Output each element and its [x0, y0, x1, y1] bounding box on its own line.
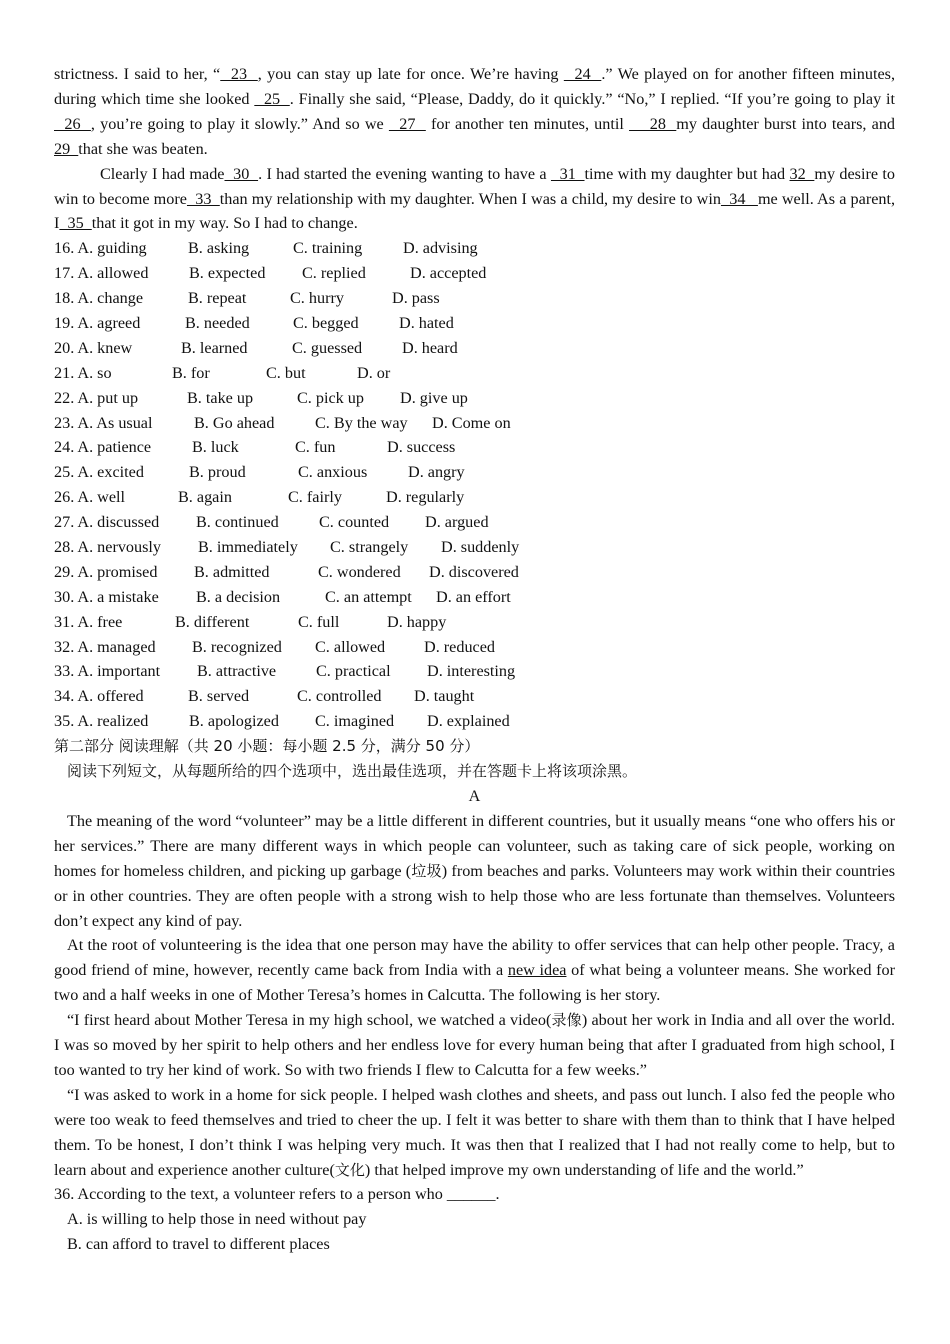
- option-d: D. hated: [399, 314, 454, 333]
- text: my desire to win to become more: [54, 164, 895, 208]
- text: The meaning of the word “volunteer” may be a little different in different countries, but it usually means “one who offers his or her services.” There are many different ways in which people can volunteer, such as taking care of sick people, working on homes for homeless children, and picking up garbage (: [54, 811, 895, 880]
- blank-31: 31: [550, 164, 585, 183]
- option-b: B. luck: [192, 438, 239, 457]
- option-b: B. take up: [187, 388, 254, 407]
- option-c: C. guessed: [292, 338, 363, 357]
- option-d: D. Come on: [432, 413, 511, 432]
- option-a: 30. A. a mistake: [54, 587, 159, 606]
- chinese-gloss: 录像: [551, 1011, 582, 1030]
- text: ) from beaches and parks. Volunteers may work within their countries or in other countries. They are often people with a strong wish to help those who are less fortunate than themselves. Volunteers don’t expect any kind of pay.: [54, 861, 895, 930]
- text: ) that helped improve my own understanding of life and the world.”: [364, 1160, 804, 1179]
- option-row: [54, 435, 895, 460]
- blank-32: 32: [789, 164, 815, 183]
- blank-24: 24: [563, 65, 602, 83]
- option-row: [54, 411, 895, 436]
- chinese-gloss: 垃圾: [411, 861, 442, 880]
- option-b: B. proud: [189, 463, 246, 482]
- option-c: C. fun: [295, 438, 336, 457]
- option-row: [54, 560, 895, 585]
- option-b: B. served: [188, 687, 250, 706]
- option-c: C. counted: [319, 513, 390, 532]
- option-d: D. suddenly: [441, 538, 520, 557]
- option-a: 26. A. well: [54, 488, 126, 507]
- option-d: D. success: [387, 438, 456, 457]
- passage-a-paragraph-2: [54, 933, 895, 1008]
- option-a: 25. A. excited: [54, 463, 144, 482]
- option-a: 19. A. agreed: [54, 314, 141, 333]
- option-row: [54, 286, 895, 311]
- option-a: 34. A. offered: [54, 687, 144, 706]
- blank-33: 33: [186, 189, 220, 208]
- option-d: D. give up: [400, 388, 468, 407]
- text: , you’re going to play it slowly.” And so we: [90, 114, 389, 133]
- option-d: D. an effort: [436, 587, 511, 606]
- text: Clearly I had made: [100, 164, 225, 183]
- option-row: [54, 361, 895, 386]
- blank-35: 35: [59, 214, 92, 233]
- option-b: B. asking: [188, 239, 250, 258]
- option-c: C. an attempt: [325, 587, 412, 606]
- option-row: [54, 510, 895, 535]
- option-b: B. Go ahead: [194, 413, 275, 432]
- option-c: C. imagined: [315, 712, 395, 731]
- option-a: 17. A. allowed: [54, 264, 149, 283]
- text: that it got in my way. So I had to change.: [91, 214, 358, 233]
- option-c: C. practical: [316, 662, 391, 681]
- option-a: 20. A. knew: [54, 338, 133, 357]
- cloze-paragraph-1: [54, 62, 895, 162]
- option-c: C. fairly: [288, 488, 342, 507]
- blank-23: 23: [220, 65, 258, 83]
- option-d: D. or: [357, 363, 391, 382]
- text: , you can stay up late for once. We’re having: [257, 65, 564, 83]
- option-b: B. admitted: [194, 562, 270, 581]
- option-a: 33. A. important: [54, 662, 161, 681]
- text: time with my daughter but had: [584, 164, 790, 183]
- option-a: 31. A. free: [54, 612, 123, 631]
- option-row: [54, 311, 895, 336]
- option-d: D. accepted: [410, 264, 487, 283]
- blank-27: 27: [388, 114, 426, 133]
- option-d: D. discovered: [429, 562, 519, 581]
- passage-a-paragraph-4: [54, 1083, 895, 1183]
- option-c: C. controlled: [297, 687, 382, 706]
- option-row: [54, 336, 895, 361]
- text: that she was beaten.: [78, 139, 208, 158]
- option-row: [54, 485, 895, 510]
- blank-26: 26: [54, 114, 91, 133]
- option-c: C. allowed: [315, 637, 386, 656]
- option-a: 16. A. guiding: [54, 239, 147, 258]
- text: . Finally she said, “Please, Daddy, do it quickly.” “No,” I replied. “If you’re going to play it: [289, 89, 896, 108]
- text: At the root of volunteering is the idea that one person may have the ability to offer services that can help other people. Tracy, a good friend of mine, however, recently came back from India with a: [54, 936, 895, 980]
- option-b: B. different: [175, 612, 250, 631]
- option-row: [54, 709, 895, 734]
- option-b: B. repeat: [188, 289, 247, 308]
- option-d: D. pass: [392, 289, 440, 308]
- option-b: B. continued: [196, 513, 279, 532]
- blank-25: 25: [254, 89, 290, 108]
- option-d: D. interesting: [427, 662, 516, 681]
- option-b: B. immediately: [198, 538, 298, 557]
- passage-a-paragraph-1: [54, 809, 895, 934]
- option-b: B. apologized: [189, 712, 279, 731]
- option-a: 29. A. promised: [54, 562, 158, 581]
- underlined-phrase: new idea: [507, 961, 567, 980]
- text: “I was asked to work in a home for sick people. I helped wash clothes and sheets, and pass out lunch. I also fed the people who were too weak to feed themselves and tried to cheer the up. I felt it was better to share with them than to think that I have helped them. To be honest, I don’t think I was helping very much. It was then that I realized that I had not really come to help, but to learn about and experience another culture(: [54, 1085, 895, 1179]
- option-a: 27. A. discussed: [54, 513, 160, 532]
- option-a: 24. A. patience: [54, 438, 152, 457]
- question-36-option-a: A. is willing to help those in need without pay: [67, 1210, 367, 1229]
- cloze-options-list: [54, 236, 895, 734]
- option-a: 23. A. As usual: [54, 413, 153, 432]
- option-d: D. argued: [425, 513, 489, 532]
- exam-page: [54, 62, 895, 1257]
- option-row: [54, 236, 895, 261]
- option-c: C. begged: [293, 314, 359, 333]
- option-row: [54, 460, 895, 485]
- option-b: B. a decision: [196, 587, 281, 606]
- option-row: [54, 386, 895, 411]
- option-c: C. pick up: [297, 388, 364, 407]
- option-d: D. regularly: [386, 488, 465, 507]
- option-row: [54, 261, 895, 286]
- text: ) about her work in India and all over the world. I was so moved by her spirit to help others and her endless love for every human being that after I graduated from high school, I too wanted to try her kind of work. So with two friends I flew to Calcutta for a few weeks.”: [54, 1011, 895, 1079]
- text: .” We played on for another fifteen minutes, during which time she looked: [54, 65, 896, 108]
- text: strictness. I said to her, “: [54, 65, 221, 83]
- option-d: D. taught: [414, 687, 475, 706]
- blank-29: 29: [54, 139, 79, 158]
- blank-28: 28: [629, 114, 677, 133]
- text: “I first heard about Mother Teresa in my high school, we watched a video(: [67, 1011, 552, 1030]
- option-a: 21. A. so: [54, 363, 112, 382]
- option-d: D. heard: [402, 338, 458, 357]
- option-row: [54, 535, 895, 560]
- text: my daughter burst into tears, and: [676, 114, 896, 133]
- option-b: B. learned: [181, 338, 248, 357]
- passage-label: A: [468, 786, 481, 805]
- option-a: 18. A. change: [54, 289, 144, 308]
- cloze-paragraph-2: [54, 162, 895, 237]
- option-d: D. advising: [403, 239, 478, 258]
- section-2-heading: 第二部分 阅读理解（共 20 小题：每小题 2.5 分，满分 50 分）: [54, 737, 480, 756]
- chinese-gloss: 文化: [334, 1160, 365, 1179]
- option-c: C. anxious: [298, 463, 368, 482]
- option-c: C. hurry: [290, 289, 344, 308]
- option-b: B. for: [172, 363, 210, 382]
- option-b: B. expected: [189, 264, 266, 283]
- question-36-option-b: B. can afford to travel to different places: [67, 1235, 330, 1254]
- option-d: D. angry: [408, 463, 465, 482]
- option-b: B. attractive: [197, 662, 277, 681]
- option-b: B. recognized: [192, 637, 282, 656]
- option-a: 28. A. nervously: [54, 538, 162, 557]
- option-row: [54, 585, 895, 610]
- option-a: 22. A. put up: [54, 388, 139, 407]
- option-c: C. but: [266, 363, 306, 382]
- option-c: C. By the way: [315, 413, 408, 432]
- option-a: 35. A. realized: [54, 712, 149, 731]
- option-a: 32. A. managed: [54, 637, 156, 656]
- blank-34: 34: [720, 189, 758, 208]
- option-row: [54, 659, 895, 684]
- option-d: D. happy: [387, 612, 447, 631]
- section-2-instruction: 阅读下列短文，从每题所给的四个选项中，选出最佳选项，并在答题卡上将该项涂黑。: [67, 762, 638, 781]
- option-c: C. wondered: [318, 562, 401, 581]
- text: of what being a volunteer means. She worked for two and a half weeks in one of Mother Teresa’s homes in Calcutta. The following is her story.: [54, 961, 895, 1005]
- option-d: D. reduced: [424, 637, 496, 656]
- passage-a-paragraph-3: [54, 1008, 895, 1083]
- option-row: [54, 635, 895, 660]
- text: for another ten minutes, until: [425, 114, 630, 133]
- blank-30: 30: [224, 164, 259, 183]
- text: than my relationship with my daughter. When I was a child, my desire to win: [219, 189, 721, 208]
- question-36-stem: 36. According to the text, a volunteer refers to a person who ______.: [54, 1185, 500, 1204]
- option-c: C. training: [293, 239, 363, 258]
- option-c: C. full: [298, 612, 340, 631]
- text: me well. As a parent, I: [54, 189, 896, 233]
- option-d: D. explained: [427, 712, 510, 731]
- option-row: [54, 684, 895, 709]
- option-b: B. needed: [185, 314, 250, 333]
- option-c: C. replied: [302, 264, 366, 283]
- text: . I had started the evening wanting to have a: [258, 164, 551, 183]
- option-c: C. strangely: [330, 538, 409, 557]
- option-b: B. again: [178, 488, 232, 507]
- option-row: [54, 610, 895, 635]
